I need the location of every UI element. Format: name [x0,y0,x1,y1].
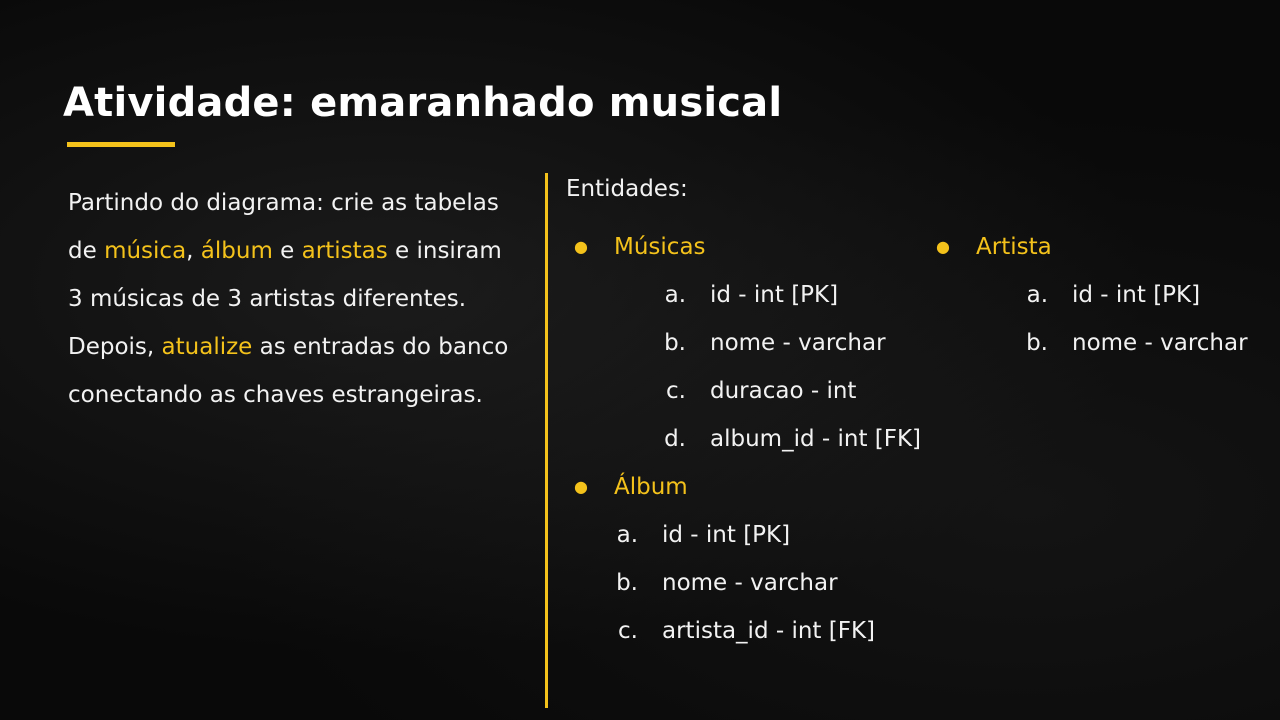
bullet-icon: ● [936,237,950,256]
field-marker: b. [1026,330,1048,356]
highlight-album: álbum [200,238,273,264]
field-text: album_id - int [FK] [710,426,922,452]
field-marker: c. [666,378,686,404]
field-marker: a. [1026,282,1048,308]
field-text: id - int [PK] [710,282,839,308]
field-text: nome - varchar [1072,330,1248,356]
field-text: id - int [PK] [1072,282,1201,308]
bullet-icon: ● [574,477,588,496]
field-text: artista_id - int [FK] [662,618,876,644]
intro-paragraph [68,179,518,419]
highlight-musica: música [104,238,187,264]
title-underline [67,142,175,147]
highlight-artistas: artistas [301,238,388,264]
entity-name: Artista [976,234,1052,260]
entities-heading: Entidades: [566,176,688,202]
field-text: id - int [PK] [662,522,791,548]
slide-title: Atividade: emaranhado musical [63,80,783,126]
field-marker: a. [664,282,686,308]
intro-text: as entradas do banco conectando as chaves estrangeiras. [68,334,509,408]
bullet-icon: ● [574,237,588,256]
field-text: nome - varchar [710,330,886,356]
intro-text: e insiram 3 músicas de 3 artistas diferentes. Depois, [68,238,502,360]
field-marker: b. [664,330,686,356]
intro-text: e [272,238,302,264]
field-marker: b. [616,570,638,596]
field-marker: d. [664,426,686,452]
entity-name: Álbum [614,474,688,500]
field-marker: c. [618,618,638,644]
entity-name: Músicas [614,234,706,260]
vertical-divider [545,173,548,708]
highlight-atualize: atualize [161,334,253,360]
intro-text: , [186,238,201,264]
intro-text: Partindo do diagrama: crie as tabelas de [68,190,499,264]
field-text: duracao - int [710,378,857,404]
field-text: nome - varchar [662,570,838,596]
field-marker: a. [616,522,638,548]
